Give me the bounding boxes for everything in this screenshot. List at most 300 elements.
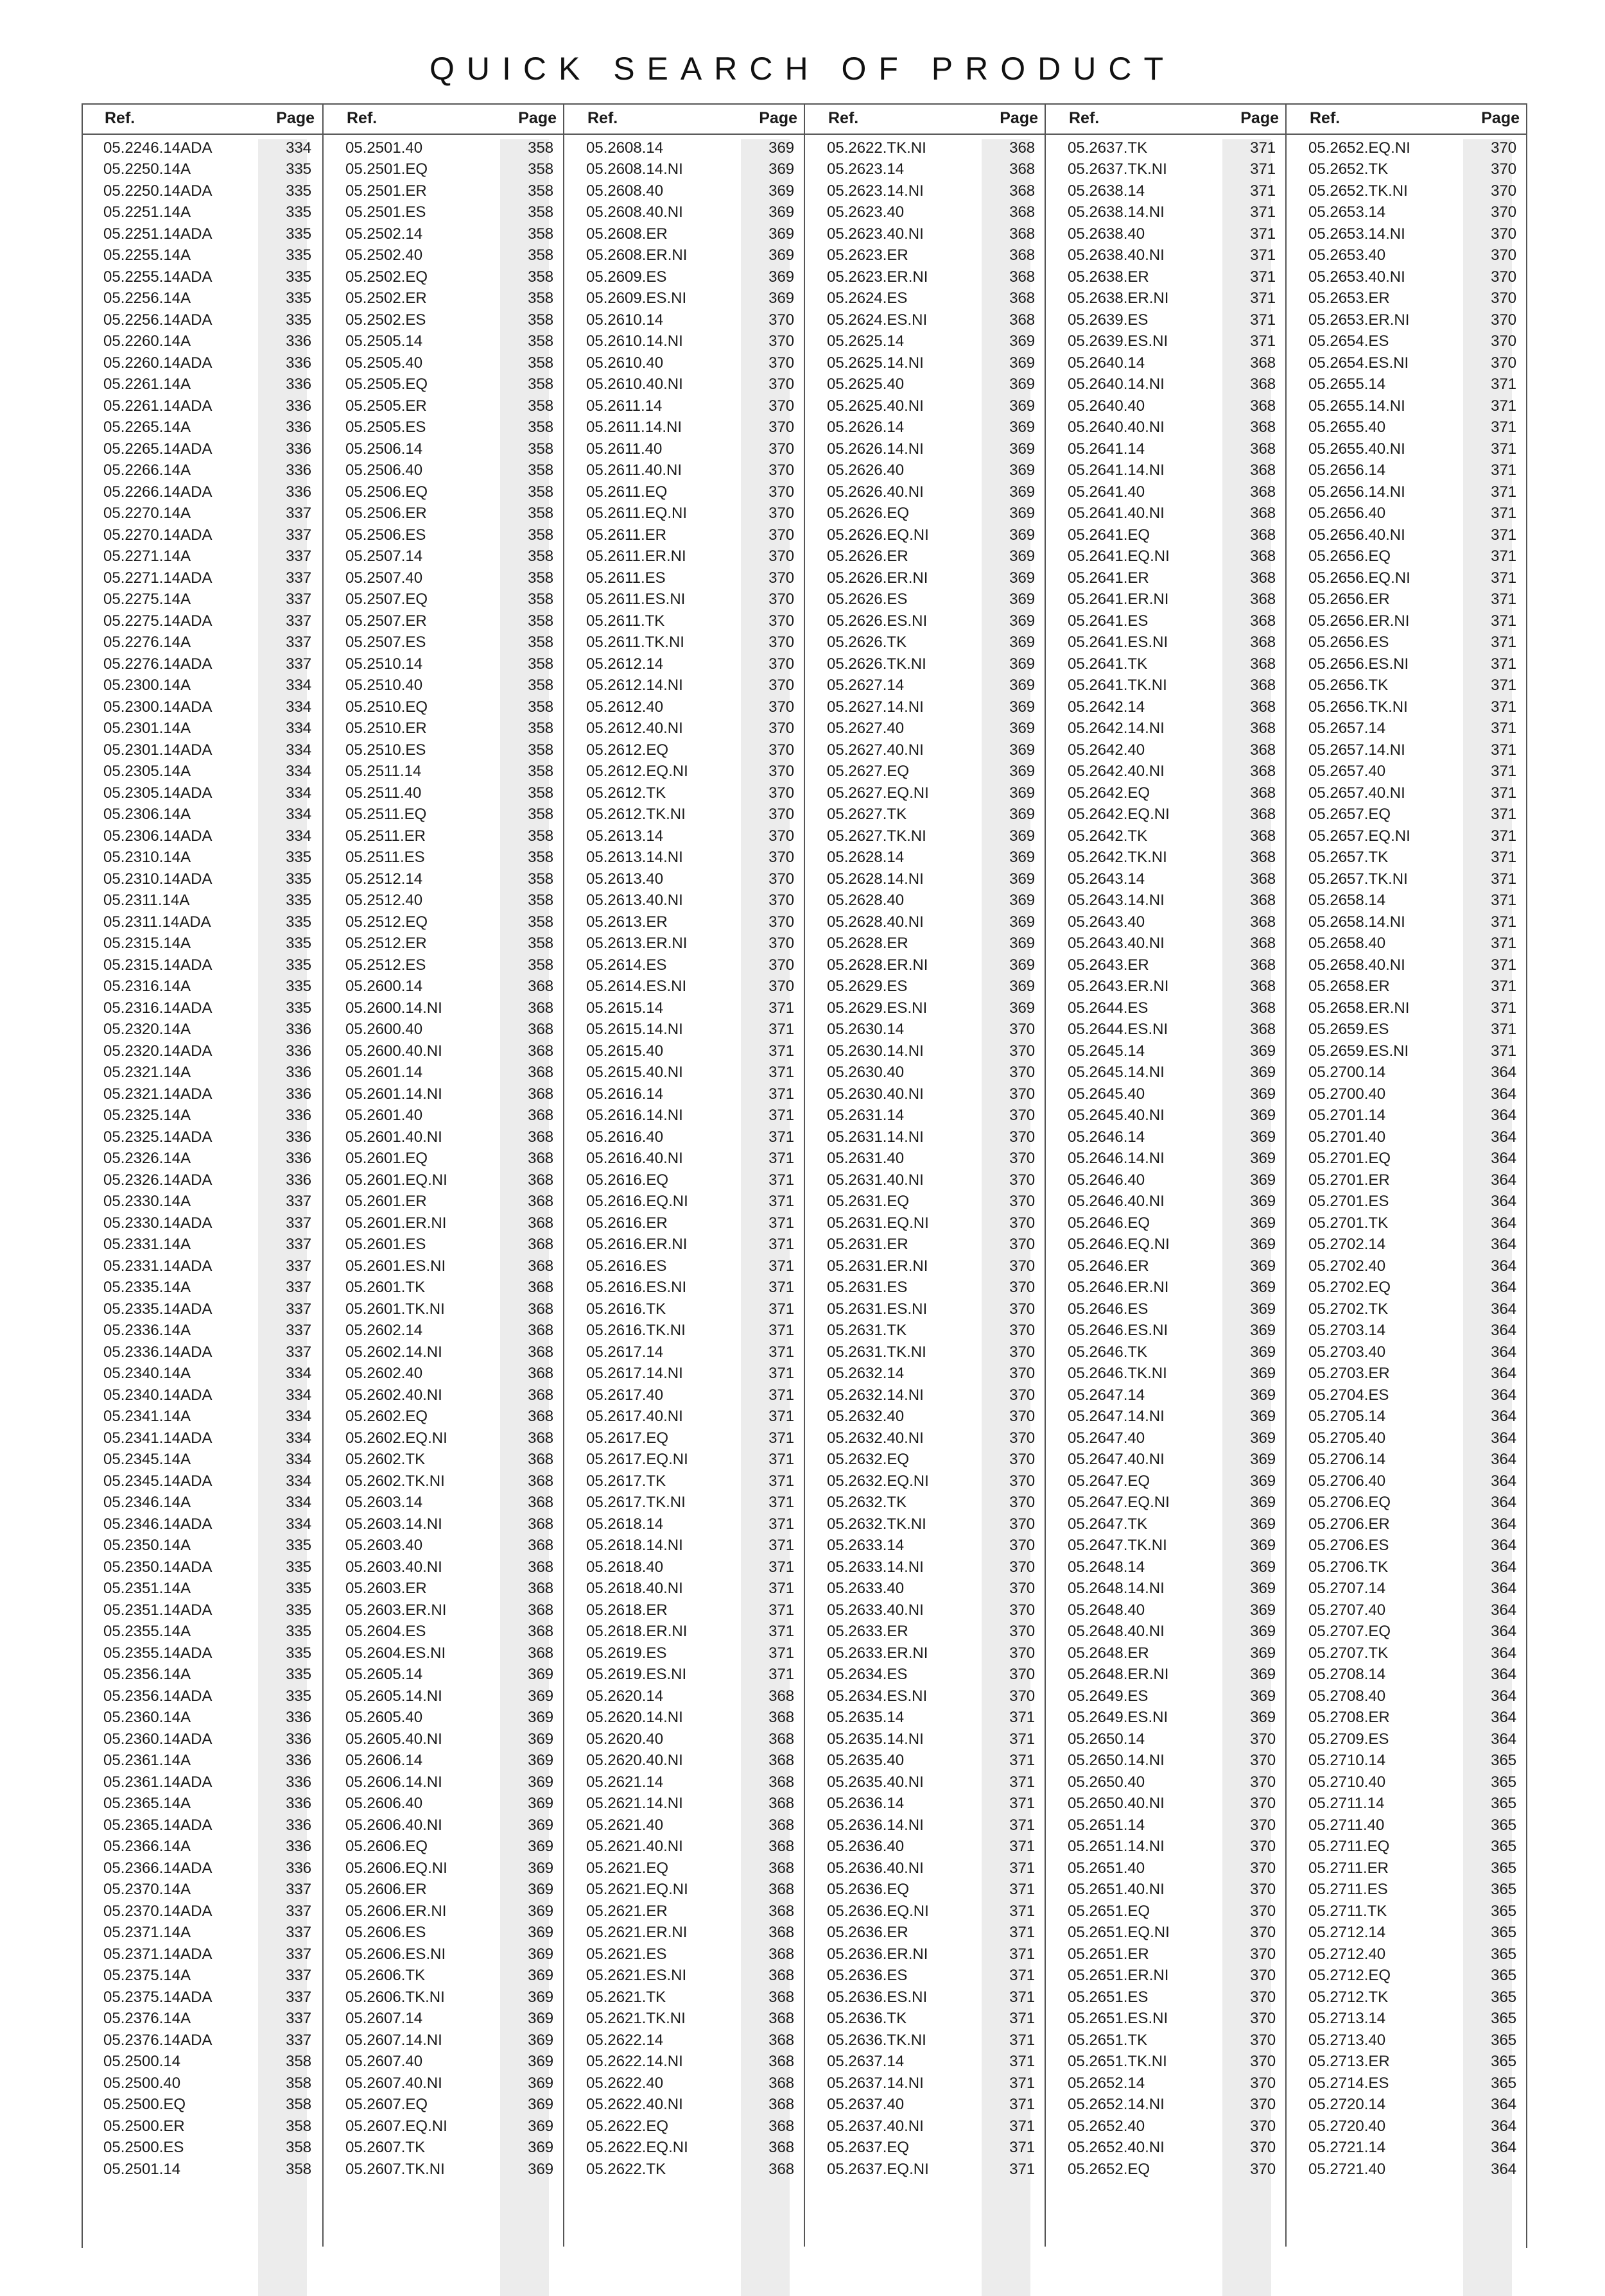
page-number: 371 — [1491, 655, 1517, 673]
product-ref: 05.2651.EQ — [1068, 1902, 1150, 1920]
table-row — [1287, 2051, 1527, 2073]
page-number: 368 — [1009, 311, 1036, 329]
ref-header: Ref. — [1069, 109, 1100, 127]
page-number: 368 — [1250, 827, 1276, 845]
table-row — [1287, 395, 1527, 417]
page-number: 334 — [286, 139, 312, 157]
table-row — [1046, 438, 1287, 460]
page-number: 370 — [1009, 1171, 1036, 1189]
index-column-5 — [1045, 103, 1287, 2247]
page-number: 371 — [768, 1322, 795, 1340]
product-ref: 05.2652.14.NI — [1068, 2096, 1165, 2114]
product-ref: 05.2623.ER.NI — [827, 268, 928, 286]
product-ref: 05.2653.ER — [1308, 289, 1390, 307]
table-row — [564, 1729, 805, 1750]
table-row — [1046, 997, 1287, 1019]
product-ref: 05.2603.ER.NI — [345, 1601, 447, 1619]
product-ref: 05.2507.14 — [345, 548, 423, 565]
page-number: 334 — [286, 827, 312, 845]
table-row — [1046, 1729, 1287, 1750]
product-ref: 05.2640.40 — [1068, 397, 1145, 415]
table-row — [805, 503, 1046, 525]
table-row — [82, 1406, 322, 1428]
table-row — [805, 1126, 1046, 1148]
product-ref: 05.2641.40 — [1068, 483, 1145, 501]
product-ref: 05.2642.TK.NI — [1068, 849, 1167, 867]
table-row — [805, 309, 1046, 331]
product-ref: 05.2271.14ADA — [103, 569, 213, 587]
page-number: 368 — [768, 2139, 795, 2157]
table-row — [564, 2008, 805, 2030]
product-ref: 05.2622.14.NI — [586, 2053, 683, 2071]
index-rows — [82, 134, 322, 2180]
page-number: 369 — [528, 2053, 554, 2071]
page-number: 369 — [528, 1945, 554, 1963]
product-ref: 05.2306.14A — [103, 806, 191, 824]
product-ref: 05.2640.14.NI — [1068, 375, 1165, 393]
page-number: 334 — [286, 1429, 312, 1447]
table-row — [805, 2159, 1046, 2180]
product-ref: 05.2628.14.NI — [827, 870, 924, 888]
page-number: 358 — [528, 440, 554, 458]
product-ref: 05.2250.14ADA — [103, 182, 213, 200]
table-row — [324, 2073, 564, 2094]
page-number: 358 — [528, 548, 554, 565]
product-ref: 05.2636.EQ.NI — [827, 1902, 929, 1920]
product-ref: 05.2261.14A — [103, 375, 191, 393]
product-ref: 05.2625.40.NI — [827, 397, 924, 415]
table-row — [324, 223, 564, 245]
page-number: 358 — [528, 806, 554, 824]
product-ref: 05.2610.40 — [586, 354, 664, 372]
product-ref: 05.2310.14A — [103, 849, 191, 867]
table-row — [564, 223, 805, 245]
page-number: 368 — [528, 1494, 554, 1512]
page-number: 358 — [528, 892, 554, 910]
table-row — [805, 2137, 1046, 2159]
table-row — [564, 696, 805, 718]
product-ref: 05.2360.14ADA — [103, 1730, 213, 1748]
table-row — [324, 1083, 564, 1105]
product-ref: 05.2351.14ADA — [103, 1601, 213, 1619]
table-row — [82, 266, 322, 288]
product-ref: 05.2306.14ADA — [103, 827, 213, 845]
table-row — [564, 2073, 805, 2094]
page-number: 368 — [768, 1709, 795, 1727]
product-ref: 05.2612.40.NI — [586, 720, 683, 738]
product-ref: 05.2602.14 — [345, 1322, 423, 1340]
product-ref: 05.2615.40.NI — [586, 1064, 683, 1082]
table-row — [324, 374, 564, 396]
product-ref: 05.2315.14ADA — [103, 956, 213, 974]
page-number: 368 — [1250, 935, 1276, 953]
page-number: 371 — [768, 1601, 795, 1619]
product-ref: 05.2713.ER — [1308, 2053, 1390, 2071]
product-ref: 05.2255.14ADA — [103, 268, 213, 286]
table-row — [1046, 1148, 1287, 1170]
page-number: 334 — [286, 1472, 312, 1490]
product-ref: 05.2505.40 — [345, 354, 423, 372]
product-ref: 05.2607.40.NI — [345, 2074, 442, 2092]
product-ref: 05.2602.40 — [345, 1365, 423, 1383]
table-row — [1287, 997, 1527, 1019]
product-ref: 05.2636.EQ — [827, 1881, 910, 1899]
product-ref: 05.2636.14.NI — [827, 1816, 924, 1834]
product-ref: 05.2616.TK.NI — [586, 1322, 686, 1340]
table-row — [564, 524, 805, 546]
page-number: 369 — [1009, 720, 1036, 738]
table-row — [324, 202, 564, 224]
table-row — [1046, 1815, 1287, 1836]
page-number: 368 — [1250, 784, 1276, 802]
product-ref: 05.2611.40.NI — [586, 462, 682, 479]
product-ref: 05.2603.40.NI — [345, 1558, 442, 1576]
product-ref: 05.2657.TK.NI — [1308, 870, 1408, 888]
table-row — [324, 1040, 564, 1062]
page-number: 337 — [286, 655, 312, 673]
table-row — [805, 1922, 1046, 1944]
page-number: 337 — [286, 1924, 312, 1942]
page-number: 334 — [286, 1515, 312, 1533]
product-ref: 05.2600.14.NI — [345, 999, 442, 1017]
table-row — [1046, 911, 1287, 933]
table-row — [1046, 2159, 1287, 2180]
product-ref: 05.2617.40.NI — [586, 1408, 683, 1426]
page-number: 369 — [528, 1967, 554, 1985]
table-row — [82, 567, 322, 589]
product-ref: 05.2251.14ADA — [103, 225, 213, 243]
table-row — [82, 675, 322, 697]
page-number: 358 — [528, 870, 554, 888]
table-row — [82, 1772, 322, 1793]
page-number: 336 — [286, 1107, 312, 1125]
table-row — [564, 331, 805, 353]
page-number: 371 — [1491, 591, 1517, 609]
table-row — [564, 395, 805, 417]
page-number: 370 — [1250, 1752, 1276, 1770]
ref-header: Ref. — [105, 109, 135, 127]
table-row — [324, 438, 564, 460]
table-row — [1287, 1836, 1527, 1858]
product-ref: 05.2601.ES.NI — [345, 1257, 446, 1275]
product-ref: 05.2510.14 — [345, 655, 423, 673]
table-row — [564, 1815, 805, 1836]
page-number: 358 — [528, 935, 554, 953]
product-ref: 05.2635.40 — [827, 1752, 905, 1770]
page-number: 334 — [286, 1386, 312, 1404]
table-row — [82, 288, 322, 310]
product-ref: 05.2638.ER.NI — [1068, 289, 1169, 307]
table-row — [805, 180, 1046, 202]
page-number: 364 — [1491, 1257, 1517, 1275]
page-number: 371 — [1491, 397, 1517, 415]
page-number: 365 — [1491, 2053, 1517, 2071]
product-ref: 05.2624.ES.NI — [827, 311, 928, 329]
table-row — [324, 1643, 564, 1664]
table-row — [805, 890, 1046, 912]
product-ref: 05.2700.40 — [1308, 1085, 1386, 1103]
page-number: 365 — [1491, 1881, 1517, 1899]
table-row — [324, 718, 564, 740]
product-ref: 05.2633.14 — [827, 1537, 905, 1555]
table-row — [805, 159, 1046, 181]
product-ref: 05.2632.EQ — [827, 1451, 910, 1469]
product-ref: 05.2706.14 — [1308, 1451, 1386, 1469]
product-ref: 05.2351.14A — [103, 1580, 191, 1598]
table-row — [805, 1621, 1046, 1643]
product-ref: 05.2651.ES.NI — [1068, 2010, 1168, 2028]
product-ref: 05.2646.ER — [1068, 1257, 1149, 1275]
product-ref: 05.2711.40 — [1308, 1816, 1385, 1834]
page-number: 358 — [528, 956, 554, 974]
page-number: 368 — [528, 978, 554, 996]
table-row — [564, 1664, 805, 1686]
page-number: 369 — [1009, 784, 1036, 802]
table-row — [324, 1836, 564, 1858]
table-row — [564, 266, 805, 288]
table-row — [82, 2030, 322, 2051]
page-number: 371 — [1009, 1924, 1036, 1942]
page-number: 337 — [286, 2031, 312, 2049]
table-row — [564, 1406, 805, 1428]
product-ref: 05.2641.ER.NI — [1068, 591, 1169, 609]
page-number: 370 — [768, 720, 795, 738]
table-row — [324, 1320, 564, 1342]
product-ref: 05.2275.14ADA — [103, 612, 213, 630]
product-ref: 05.2346.14ADA — [103, 1515, 213, 1533]
page-number: 369 — [528, 2096, 554, 2114]
page-number: 370 — [1009, 1365, 1036, 1383]
page-number: 358 — [528, 784, 554, 802]
table-row — [82, 1600, 322, 1621]
page-number: 368 — [1250, 505, 1276, 522]
product-ref: 05.2320.14A — [103, 1021, 191, 1039]
table-row — [324, 1342, 564, 1363]
product-ref: 05.2627.TK — [827, 806, 907, 824]
table-row — [324, 567, 564, 589]
page-number: 368 — [528, 1451, 554, 1469]
product-ref: 05.2622.14 — [586, 2031, 664, 2049]
product-ref: 05.2500.40 — [103, 2074, 181, 2092]
table-row — [805, 1363, 1046, 1385]
page-number: 370 — [1250, 1902, 1276, 1920]
table-row — [82, 2137, 322, 2159]
page-number: 368 — [1250, 849, 1276, 867]
product-ref: 05.2305.14A — [103, 763, 191, 781]
product-ref: 05.2617.EQ — [586, 1429, 669, 1447]
table-row — [1287, 245, 1527, 267]
product-ref: 05.2601.14.NI — [345, 1085, 442, 1103]
product-ref: 05.2656.EQ — [1308, 548, 1391, 565]
table-row — [1046, 1664, 1287, 1686]
table-row — [82, 1901, 322, 1922]
page-number: 370 — [1250, 1773, 1276, 1791]
page-number: 368 — [528, 1300, 554, 1318]
table-row — [805, 438, 1046, 460]
product-ref: 05.2355.14ADA — [103, 1644, 213, 1662]
product-ref: 05.2652.TK.NI — [1308, 182, 1408, 200]
table-row — [82, 1213, 322, 1234]
table-row — [324, 1944, 564, 1965]
product-ref: 05.2335.14A — [103, 1279, 191, 1297]
page-number: 334 — [286, 806, 312, 824]
page-number: 368 — [768, 1773, 795, 1791]
product-ref: 05.2616.14.NI — [586, 1107, 683, 1125]
product-ref: 05.2511.ER — [345, 827, 426, 845]
table-row — [805, 1643, 1046, 1664]
page-number: 370 — [1250, 1924, 1276, 1942]
product-ref: 05.2605.40.NI — [345, 1730, 442, 1748]
table-row — [324, 309, 564, 331]
product-ref: 05.2621.EQ.NI — [586, 1881, 688, 1899]
product-ref: 05.2619.ES — [586, 1644, 667, 1662]
product-ref: 05.2618.40 — [586, 1558, 664, 1576]
product-ref: 05.2622.TK.NI — [827, 139, 926, 157]
index-column-1 — [82, 103, 322, 2247]
table-row — [82, 309, 322, 331]
table-row — [324, 180, 564, 202]
page-number: 369 — [1250, 1429, 1276, 1447]
page-number: 371 — [1491, 634, 1517, 652]
product-ref: 05.2646.14.NI — [1068, 1150, 1165, 1168]
page-number: 369 — [528, 1881, 554, 1899]
product-ref: 05.2616.EQ.NI — [586, 1193, 688, 1211]
product-ref: 05.2709.ES — [1308, 1730, 1389, 1748]
page-number: 369 — [768, 246, 795, 264]
page-number: 368 — [528, 1537, 554, 1555]
table-row — [805, 1557, 1046, 1578]
product-ref: 05.2647.14.NI — [1068, 1408, 1165, 1426]
product-ref: 05.2616.40.NI — [586, 1150, 683, 1168]
product-ref: 05.2648.ER — [1068, 1644, 1149, 1662]
product-ref: 05.2629.ES — [827, 978, 908, 996]
table-row — [1287, 137, 1527, 159]
product-ref: 05.2502.EQ — [345, 268, 428, 286]
table-row — [82, 632, 322, 654]
table-row — [1287, 825, 1527, 847]
page-number: 371 — [1009, 1859, 1036, 1877]
table-row — [324, 804, 564, 826]
table-row — [805, 1320, 1046, 1342]
table-row — [1046, 761, 1287, 783]
page-number: 369 — [528, 1709, 554, 1727]
product-ref: 05.2341.14A — [103, 1408, 191, 1426]
page-number: 371 — [1491, 569, 1517, 587]
page-number: 358 — [528, 763, 554, 781]
table-row — [1287, 1449, 1527, 1471]
product-ref: 05.2611.ER — [586, 526, 666, 544]
product-ref: 05.2631.ER.NI — [827, 1257, 928, 1275]
page-number: 337 — [286, 1322, 312, 1340]
page-number: 369 — [1250, 1515, 1276, 1533]
page-number: 369 — [1250, 1300, 1276, 1318]
table-row — [324, 1922, 564, 1944]
table-row — [1046, 2116, 1287, 2137]
table-row — [805, 546, 1046, 568]
table-row — [564, 1363, 805, 1385]
table-row — [1287, 1729, 1527, 1750]
product-ref: 05.2606.TK — [345, 1967, 426, 1985]
product-ref: 05.2643.ER.NI — [1068, 978, 1169, 996]
table-row — [82, 1750, 322, 1772]
table-row — [82, 1815, 322, 1836]
table-row — [805, 610, 1046, 632]
product-ref: 05.2653.40.NI — [1308, 268, 1405, 286]
page-number: 336 — [286, 1773, 312, 1791]
page-number: 368 — [1250, 548, 1276, 565]
table-row — [1287, 524, 1527, 546]
product-ref: 05.2601.EQ.NI — [345, 1171, 447, 1189]
page-number: 369 — [1250, 1064, 1276, 1082]
table-row — [324, 417, 564, 439]
table-row — [564, 2159, 805, 2180]
page-number: 368 — [1250, 741, 1276, 759]
table-row — [564, 1040, 805, 1062]
page-number: 371 — [768, 1644, 795, 1662]
table-row — [324, 1256, 564, 1277]
table-row — [324, 1879, 564, 1901]
page-number: 371 — [768, 1666, 795, 1684]
page-number: 371 — [768, 1472, 795, 1490]
page-number: 370 — [768, 849, 795, 867]
table-row — [82, 847, 322, 869]
index-rows — [1046, 134, 1287, 2180]
product-ref: 05.2643.14.NI — [1068, 892, 1165, 910]
page-number: 369 — [1009, 870, 1036, 888]
page-number: 371 — [1009, 1902, 1036, 1920]
page-number: 371 — [1250, 268, 1276, 286]
table-row — [82, 481, 322, 503]
table-row — [1046, 245, 1287, 267]
product-ref: 05.2512.40 — [345, 892, 423, 910]
table-row — [564, 374, 805, 396]
table-row — [564, 288, 805, 310]
product-ref: 05.2638.14.NI — [1068, 203, 1165, 221]
page-number: 368 — [768, 1816, 795, 1834]
table-row — [82, 1062, 322, 1084]
product-ref: 05.2701.ES — [1308, 1193, 1389, 1211]
page-number: 369 — [768, 289, 795, 307]
product-ref: 05.2633.40.NI — [827, 1601, 924, 1619]
table-row — [1287, 911, 1527, 933]
table-row — [1046, 2073, 1287, 2094]
product-ref: 05.2633.40 — [827, 1580, 905, 1598]
product-ref: 05.2648.40.NI — [1068, 1623, 1165, 1641]
product-ref: 05.2336.14A — [103, 1322, 191, 1340]
product-ref: 05.2656.ES — [1308, 634, 1389, 652]
table-row — [324, 1858, 564, 1879]
product-ref: 05.2606.ES — [345, 1924, 426, 1942]
page-number: 368 — [1250, 677, 1276, 695]
product-ref: 05.2612.TK.NI — [586, 806, 686, 824]
table-row — [324, 2051, 564, 2073]
table-row — [324, 1772, 564, 1793]
product-ref: 05.2371.14A — [103, 1924, 191, 1942]
page-number: 371 — [768, 1494, 795, 1512]
table-row — [82, 417, 322, 439]
page-number: 364 — [1491, 2139, 1517, 2157]
product-ref: 05.2634.ES.NI — [827, 1687, 928, 1705]
product-ref: 05.2271.14A — [103, 548, 191, 565]
page-number: 370 — [1009, 1472, 1036, 1490]
page-number: 370 — [1250, 1838, 1276, 1856]
page-number: 369 — [528, 1795, 554, 1813]
product-ref: 05.2712.14 — [1308, 1924, 1386, 1942]
page-number: 370 — [1009, 1300, 1036, 1318]
product-ref: 05.2720.14 — [1308, 2096, 1386, 2114]
table-row — [1046, 2094, 1287, 2116]
product-ref: 05.2606.EQ — [345, 1838, 428, 1856]
